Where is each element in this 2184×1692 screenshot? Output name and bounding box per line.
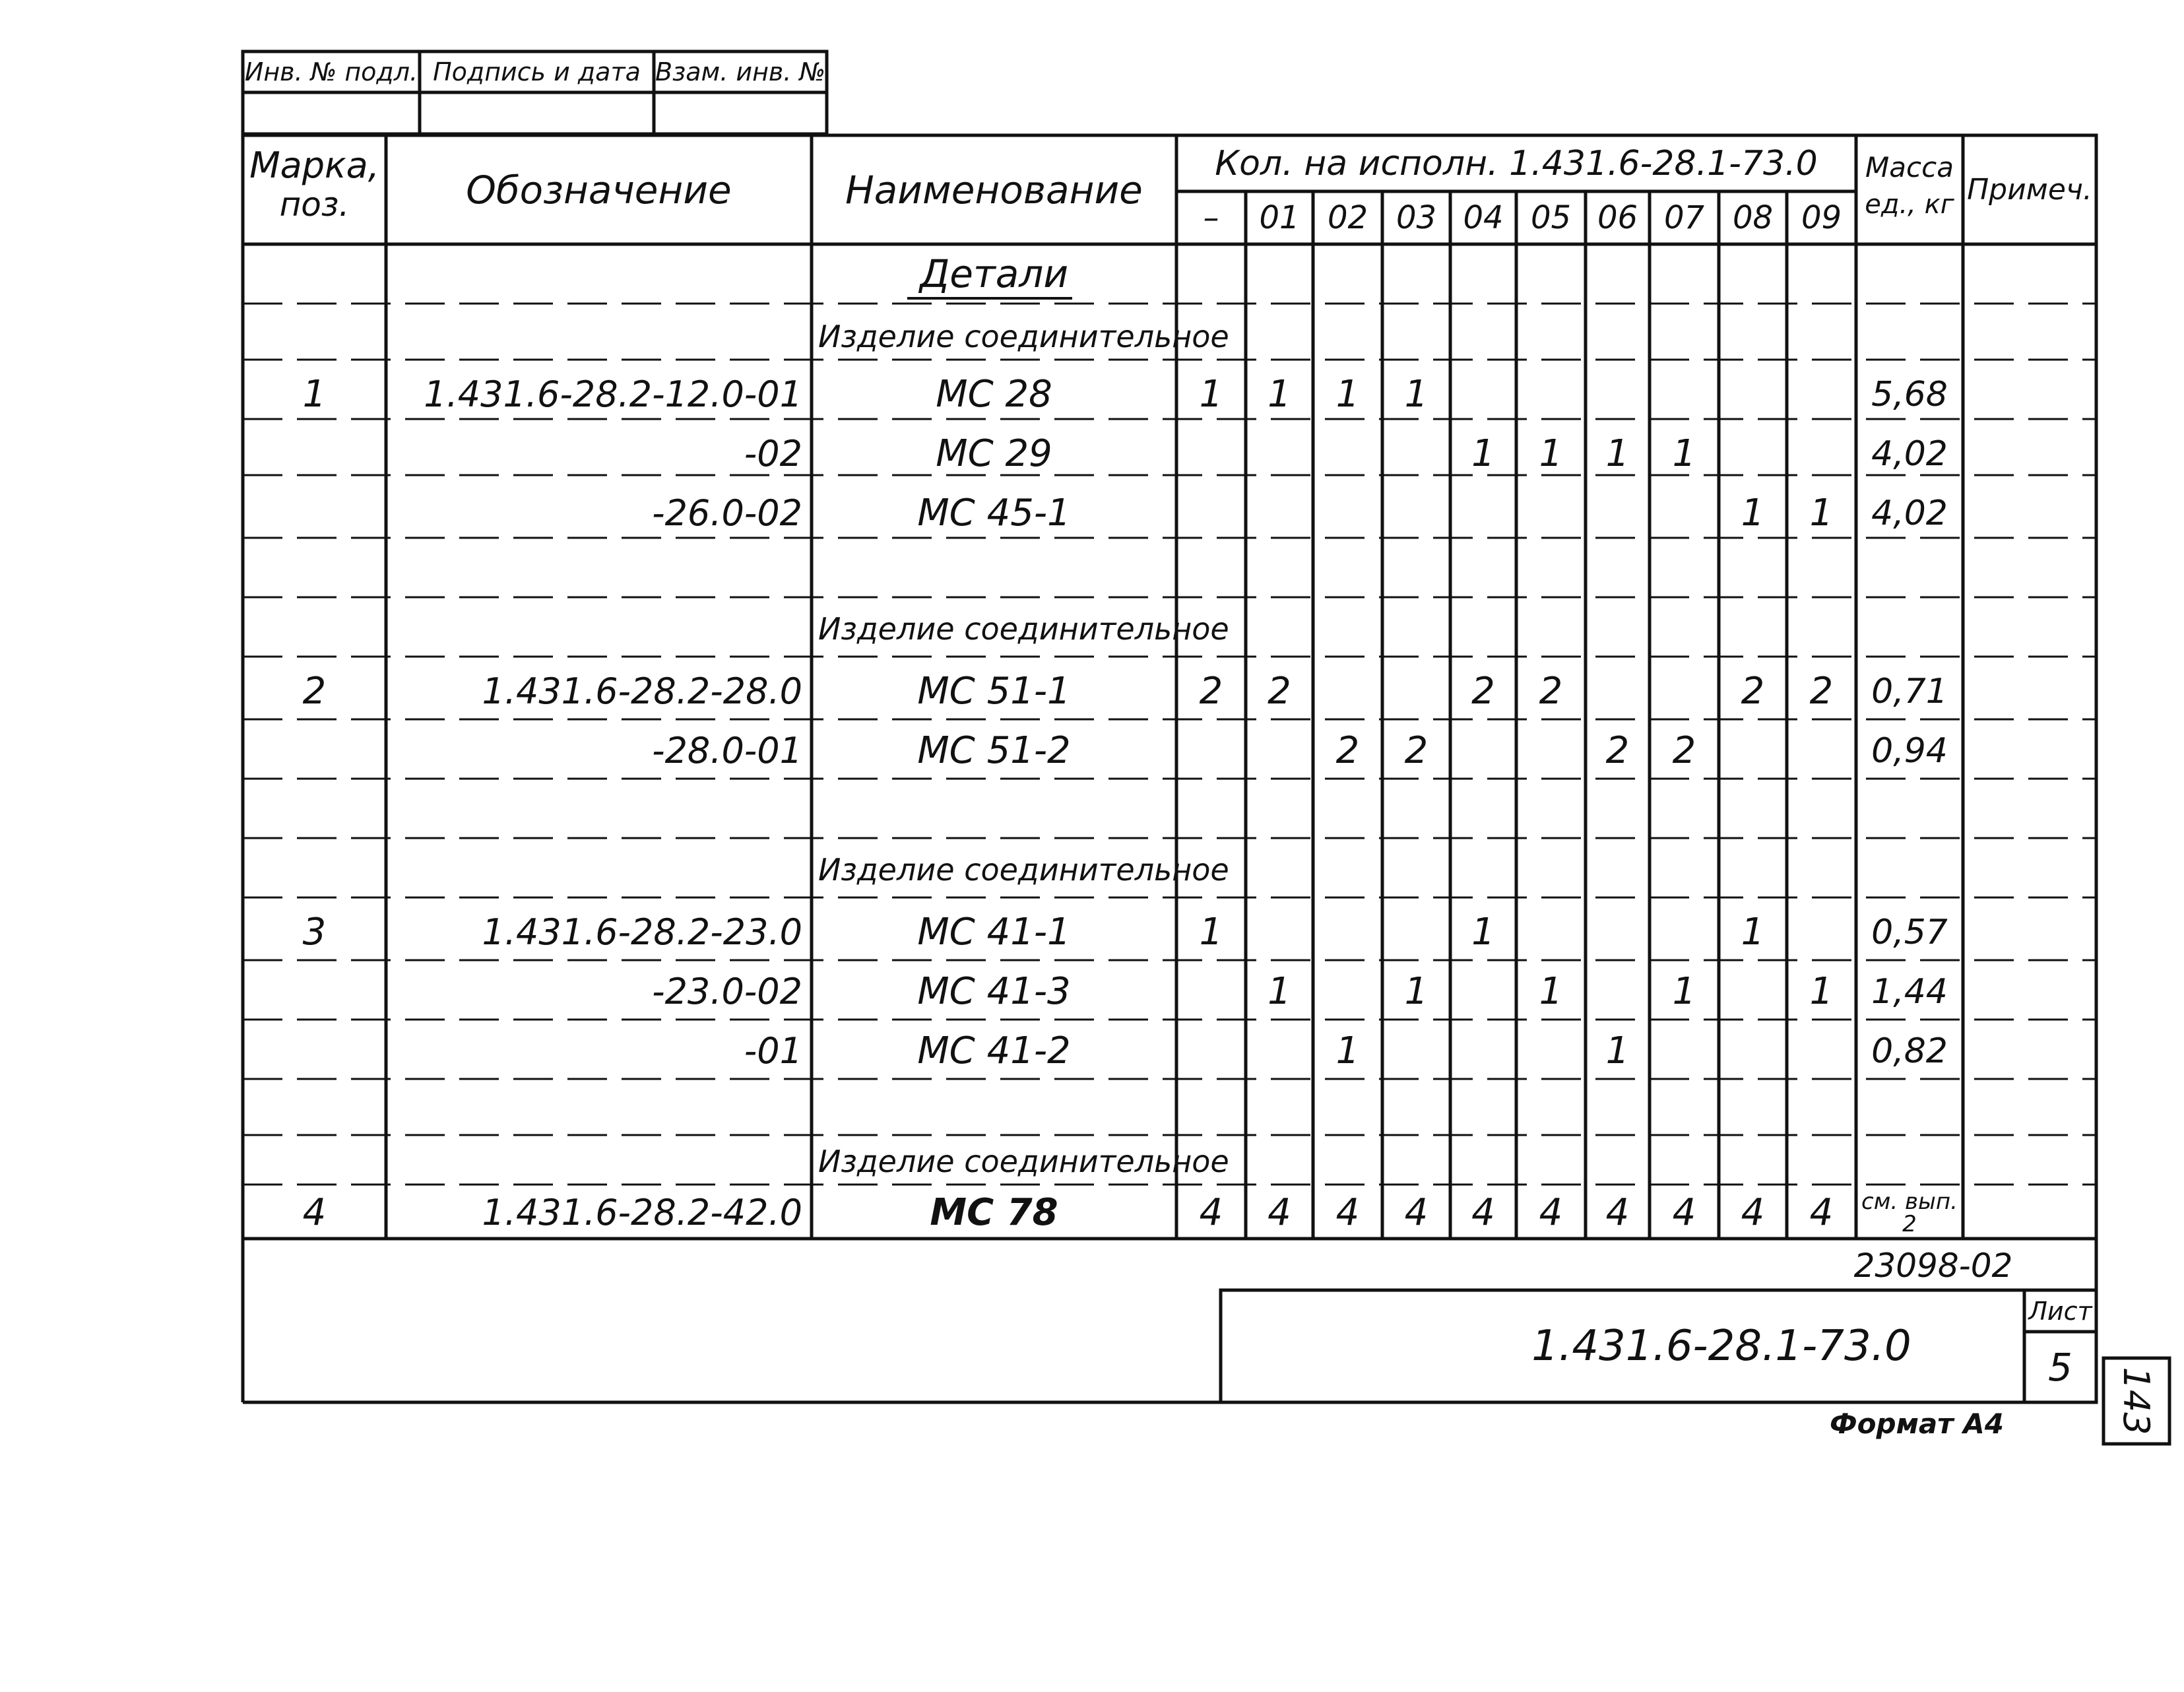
variant-header: 08 [1732, 199, 1774, 236]
qty-cell: 1 [1672, 432, 1696, 475]
qty-cell [1516, 904, 1586, 960]
qty-cell [1719, 723, 1787, 779]
header-name: Наименование [845, 167, 1143, 212]
qty-cell: 4 [1268, 1191, 1291, 1234]
group-label: Изделие соединительное [818, 851, 1229, 888]
format-label: Формат А4 [1830, 1408, 2004, 1440]
qty-cell [1586, 366, 1650, 422]
qty-cell [1382, 485, 1450, 541]
qty-cell [1516, 723, 1586, 779]
row-designation: -23.0-02 [652, 971, 802, 1012]
qty-cell [1787, 366, 1856, 422]
qty-cell [1719, 1023, 1787, 1079]
row-mass: 0,71 [1871, 671, 1948, 711]
qty-cell [1246, 485, 1313, 541]
qty-cell: 1 [1809, 970, 1834, 1013]
qty-cell [1650, 904, 1719, 960]
qty-cell [1450, 963, 1516, 1020]
qty-cell [1246, 904, 1313, 960]
row-designation: 1.431.6-28.2-28.0 [482, 670, 802, 712]
row-name: МС 78 [930, 1191, 1058, 1234]
qty-cell: 2 [1199, 670, 1223, 713]
qty-cell: 4 [1335, 1191, 1360, 1234]
qty-cell [1176, 426, 1246, 482]
qty-cell: 1 [1471, 432, 1495, 475]
qty-cell: 2 [1404, 729, 1429, 772]
qty-cell [1650, 1023, 1719, 1079]
qty-cell [1176, 1023, 1246, 1079]
item-position: 2 [302, 670, 327, 713]
qty-cell [1719, 963, 1787, 1020]
qty-cell [1246, 426, 1313, 482]
qty-cell: 1 [1268, 970, 1291, 1013]
header-mass-2: ед., кг [1865, 189, 1954, 220]
qty-cell: 2 [1672, 729, 1696, 772]
row-designation: -01 [744, 1030, 802, 1072]
row-designation: -26.0-02 [652, 492, 802, 534]
qty-cell: 1 [1199, 373, 1223, 416]
qty-cell: 2 [1539, 670, 1563, 713]
qty-cell [1586, 904, 1650, 960]
qty-cell [1313, 963, 1382, 1020]
qty-cell [1516, 366, 1586, 422]
qty-cell [1719, 426, 1787, 482]
row-name: МС 45-1 [917, 492, 1071, 535]
variant-header: 07 [1663, 199, 1705, 236]
qty-cell [1313, 485, 1382, 541]
qty-cell: 1 [1741, 911, 1765, 954]
header-note: Примеч. [1967, 173, 2092, 207]
qty-cell [1313, 663, 1382, 719]
qty-cell [1246, 723, 1313, 779]
qty-cell [1787, 426, 1856, 482]
header-mass-cell [1856, 135, 1963, 244]
qty-cell [1450, 485, 1516, 541]
variant-header: 05 [1530, 199, 1572, 236]
qty-cell [1176, 485, 1246, 541]
qty-cell: 1 [1335, 1029, 1360, 1072]
row-name: МС 51-2 [917, 729, 1071, 772]
title-block-designation: 1.431.6-28.1-73.0 [1531, 1322, 1911, 1371]
qty-cell [1246, 1023, 1313, 1079]
header-poz: поз. [279, 185, 350, 224]
qty-cell [1313, 426, 1382, 482]
qty-cell: 1 [1268, 373, 1291, 416]
qty-cell: 1 [1605, 432, 1630, 475]
qty-cell: 4 [1809, 1191, 1834, 1234]
qty-cell [1586, 663, 1650, 719]
qty-cell [1787, 1023, 1856, 1079]
qty-cell: 4 [1471, 1191, 1495, 1234]
qty-cell: 1 [1672, 970, 1696, 1013]
variant-header: 09 [1801, 199, 1842, 236]
qty-cell [1787, 723, 1856, 779]
qty-cell: 1 [1471, 911, 1495, 954]
variant-header: 03 [1396, 199, 1437, 236]
qty-cell: 2 [1809, 670, 1834, 713]
qty-cell: 1 [1199, 911, 1223, 954]
qty-cell: 4 [1404, 1191, 1429, 1234]
header-marka-cell [243, 135, 386, 244]
qty-cell [1176, 723, 1246, 779]
qty-cell [1450, 366, 1516, 422]
qty-cell: 1 [1741, 492, 1765, 535]
row-mass: 5,68 [1871, 374, 1948, 414]
qty-cell: 1 [1404, 970, 1429, 1013]
qty-cell [1650, 366, 1719, 422]
item-position: 3 [302, 911, 327, 954]
qty-cell: 1 [1605, 1029, 1630, 1072]
row-name: МС 28 [936, 373, 1052, 416]
row-name: МС 41-3 [917, 970, 1071, 1013]
qty-cell: 4 [1672, 1191, 1696, 1234]
page-stamp: 143 [2115, 1367, 2158, 1435]
qty-cell: 4 [1539, 1191, 1563, 1234]
qty-cell: 2 [1605, 729, 1630, 772]
qty-cell [1450, 1023, 1516, 1079]
group-label: Изделие соединительное [818, 319, 1229, 354]
variant-header: – [1203, 199, 1219, 236]
group-label: Изделие соединительное [818, 1144, 1229, 1179]
item-position: 4 [302, 1191, 327, 1234]
qty-cell: 1 [1335, 373, 1360, 416]
variant-header: 06 [1597, 199, 1638, 236]
row-mass: 1,44 [1871, 971, 1948, 1012]
row-mass: 4,02 [1871, 434, 1948, 474]
row-designation: -02 [744, 433, 802, 474]
stamp-vzam-inv: Взам. инв. № [655, 57, 825, 86]
row-designation: -28.0-01 [652, 730, 802, 771]
stamp-signature-date: Подпись и дата [433, 57, 641, 86]
row-designation: 1.431.6-28.2-12.0-01 [424, 374, 802, 415]
sheet-number: 5 [2048, 1344, 2072, 1390]
qty-cell: 4 [1605, 1191, 1630, 1234]
row-mass: 0,82 [1871, 1031, 1948, 1071]
qty-cell: 1 [1539, 432, 1563, 475]
qty-cell: 2 [1268, 670, 1291, 713]
header-marka: Марка, [249, 144, 379, 186]
row-mass: см. вып. 2 [1861, 1188, 1958, 1237]
qty-cell [1586, 963, 1650, 1020]
header-designation: Обозначение [466, 167, 732, 212]
qty-cell [1719, 366, 1787, 422]
qty-cell [1516, 1023, 1586, 1079]
doc-number: 23098-02 [1853, 1246, 2013, 1285]
qty-cell [1450, 723, 1516, 779]
qty-cell [1176, 963, 1246, 1020]
qty-cell: 2 [1471, 670, 1495, 713]
row-name: МС 51-1 [917, 670, 1071, 713]
qty-cell: 4 [1741, 1191, 1765, 1234]
variant-header: 04 [1463, 199, 1504, 236]
variant-header: 01 [1259, 199, 1300, 236]
qty-cell: 2 [1335, 729, 1360, 772]
qty-cell [1787, 904, 1856, 960]
qty-cell: 2 [1741, 670, 1765, 713]
stamp-inv-podl: Инв. № подл. [244, 57, 418, 86]
section-title: Детали [919, 251, 1069, 296]
qty-cell [1516, 485, 1586, 541]
row-mass: 0,94 [1871, 731, 1948, 771]
sheet-label: Лист [2028, 1296, 2092, 1326]
qty-cell [1382, 904, 1450, 960]
qty-cell [1586, 485, 1650, 541]
qty-cell: 1 [1809, 492, 1834, 535]
qty-cell [1382, 426, 1450, 482]
qty-cell: 1 [1539, 970, 1563, 1013]
row-designation: 1.431.6-28.2-23.0 [482, 911, 802, 953]
qty-cell [1382, 663, 1450, 719]
row-name: МС 29 [936, 432, 1052, 475]
qty-cell: 4 [1199, 1191, 1223, 1234]
row-mass: 0,57 [1871, 912, 1948, 952]
qty-cell [1382, 1023, 1450, 1079]
row-mass: 4,02 [1871, 493, 1948, 533]
row-designation: 1.431.6-28.2-42.0 [482, 1192, 802, 1233]
header-quantity: Кол. на исполн. 1.431.6-28.1-73.0 [1215, 143, 1818, 183]
variant-header: 02 [1327, 199, 1368, 236]
item-position: 1 [302, 373, 327, 416]
header-mass-1: Масса [1865, 150, 1954, 183]
qty-cell [1650, 663, 1719, 719]
group-label: Изделие соединительное [818, 610, 1229, 647]
qty-cell [1650, 485, 1719, 541]
row-name: МС 41-2 [917, 1029, 1071, 1072]
qty-cell: 1 [1404, 373, 1429, 416]
row-name: МС 41-1 [917, 911, 1071, 954]
qty-cell [1313, 904, 1382, 960]
